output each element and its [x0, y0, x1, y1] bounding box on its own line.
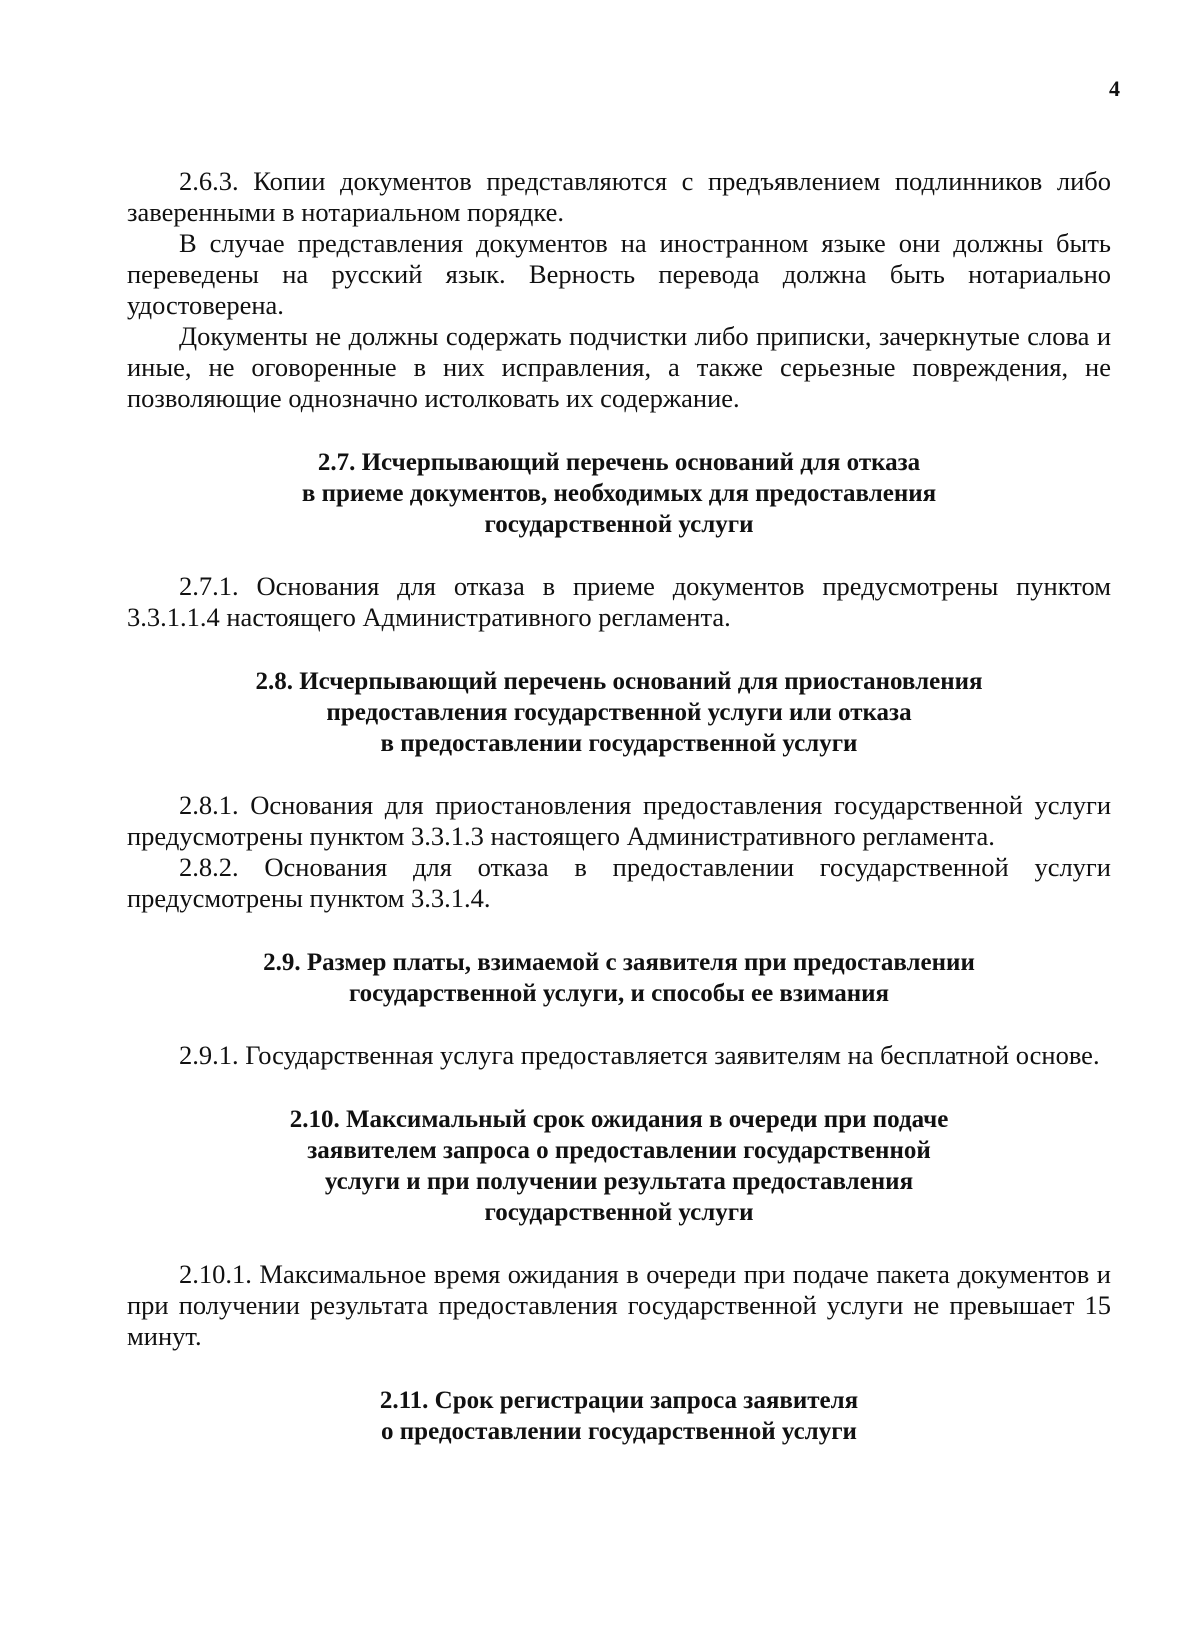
heading-line: 2.8. Исчерпывающий перечень оснований для приостановления	[255, 668, 983, 695]
section-heading-2-10	[127, 1104, 1111, 1228]
heading-line: предоставления государственной услуги или отказа	[326, 699, 912, 726]
heading-line: государственной услуги	[484, 1199, 754, 1226]
heading-line: о предоставлении государственной услуги	[381, 1418, 857, 1445]
heading-line: государственной услуги, и способы ее взимания	[348, 980, 890, 1007]
section-heading-2-7	[127, 447, 1111, 540]
heading-line: в приеме документов, необходимых для предоставления	[301, 480, 937, 507]
paragraph-2-7-1: 2.7.1. Основания для отказа в приеме документов предусмотрены пунктом 3.3.1.1.4 настоящего Административного регламента.	[127, 571, 1111, 632]
paragraph-2-9-1: 2.9.1. Государственная услуга предоставляется заявителям на бесплатной основе.	[179, 1040, 1100, 1070]
paragraph-2-10-1: 2.10.1. Максимальное время ожидания в очереди при подаче пакета документов и при получении результата предоставления государственной услуги не превышает 15 минут.	[127, 1259, 1111, 1351]
paragraph-document-requirements: Документы не должны содержать подчистки либо приписки, зачеркнутые слова и иные, не оговоренные в них исправления, а также серьезные повреждения, не позволяющие однозначно истолковать их содержание.	[127, 321, 1111, 413]
paragraph-2-8-1: 2.8.1. Основания для приостановления предоставления государственной услуги предусмотрены пунктом 3.3.1.3 настоящего Административного регламента.	[127, 790, 1111, 851]
section-heading-2-9	[127, 947, 1111, 1009]
heading-line: в предоставлении государственной услуги	[380, 730, 858, 757]
heading-line: услуги и при получении результата предоставления	[324, 1168, 914, 1195]
heading-line: государственной услуги	[484, 511, 754, 538]
paragraph-2-6-3: 2.6.3. Копии документов представляются с предъявлением подлинников либо заверенными в нотариальном порядке.	[127, 166, 1111, 227]
document-body	[127, 166, 1111, 1447]
heading-line: 2.11. Срок регистрации запроса заявителя	[379, 1387, 859, 1414]
paragraph-foreign-language: В случае представления документов на иностранном языке они должны быть переведены на русский язык. Верность перевода должна быть нотариально удостоверена.	[127, 228, 1111, 320]
heading-line: заявителем запроса о предоставлении государственной	[307, 1137, 931, 1164]
section-heading-2-11	[127, 1385, 1111, 1447]
page-number: 4	[1109, 76, 1120, 101]
section-heading-2-8	[127, 666, 1111, 759]
paragraph-2-8-2: 2.8.2. Основания для отказа в предоставлении государственной услуги предусмотрены пунктом 3.3.1.4.	[127, 852, 1111, 913]
heading-line: 2.9. Размер платы, взимаемой с заявителя при предоставлении	[263, 949, 975, 976]
heading-line: 2.7. Исчерпывающий перечень оснований для отказа	[317, 449, 921, 476]
heading-line: 2.10. Максимальный срок ожидания в очереди при подаче	[289, 1106, 949, 1133]
